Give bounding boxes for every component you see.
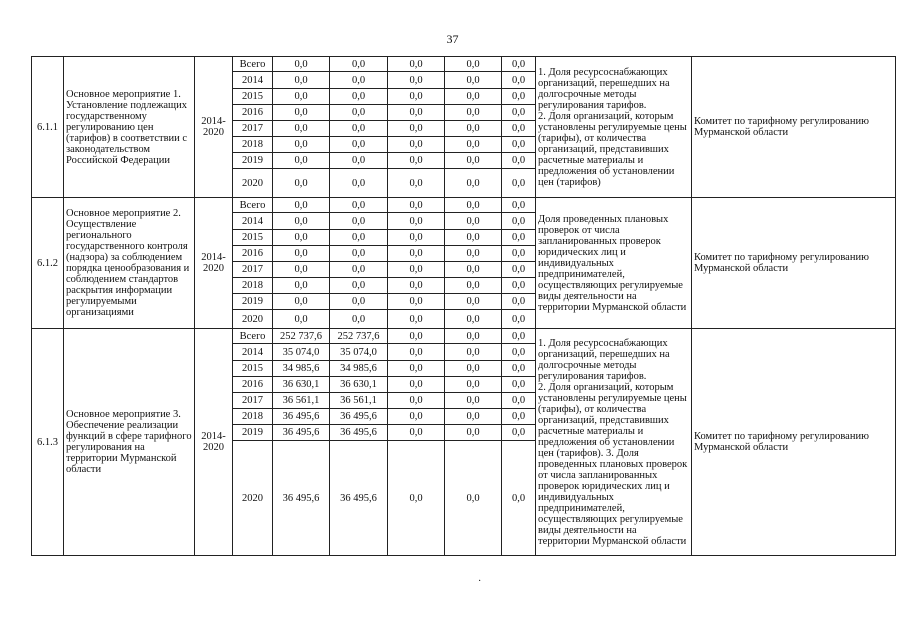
value-cell: 0,0 xyxy=(330,89,388,105)
value-cell: 0,0 xyxy=(273,198,330,213)
value-cell: 0,0 xyxy=(445,409,502,425)
value-cell: 0,0 xyxy=(388,361,445,377)
value-cell: 36 630,1 xyxy=(273,377,330,393)
value-cell: 0,0 xyxy=(330,198,388,213)
measure-id: 6.1.2 xyxy=(32,198,64,329)
value-cell: 0,0 xyxy=(445,393,502,409)
measure-name: Основное мероприятие 2. Осуществление регионального государственного контроля (надзора) за соблюдением порядка ценообразования и соблюдением стандартов раскрытия информации регулируемыми организациями xyxy=(64,198,195,329)
value-cell: 0,0 xyxy=(445,361,502,377)
year-cell: 2017 xyxy=(233,121,273,137)
scan-mark: · xyxy=(478,576,482,587)
value-cell: 0,0 xyxy=(388,72,445,89)
value-cell: 0,0 xyxy=(273,169,330,198)
value-cell: 0,0 xyxy=(388,441,445,556)
value-cell: 0,0 xyxy=(502,169,536,198)
value-cell: 0,0 xyxy=(273,310,330,329)
value-cell: 0,0 xyxy=(330,230,388,246)
year-cell: 2016 xyxy=(233,105,273,121)
value-cell: 0,0 xyxy=(330,278,388,294)
value-cell: 0,0 xyxy=(330,72,388,89)
measure-name: Основное мероприятие 1. Установление подлежащих государственному регулированию цен (тарифов) в соответствии с законодательством Российской Федерации xyxy=(64,57,195,198)
value-cell: 36 561,1 xyxy=(330,393,388,409)
value-cell: 0,0 xyxy=(445,153,502,169)
value-cell: 0,0 xyxy=(330,294,388,310)
year-cell: Всего xyxy=(233,198,273,213)
value-cell: 0,0 xyxy=(445,294,502,310)
value-cell: 0,0 xyxy=(388,198,445,213)
value-cell: 0,0 xyxy=(502,377,536,393)
value-cell: 36 495,6 xyxy=(273,441,330,556)
value-cell: 0,0 xyxy=(502,329,536,344)
value-cell: 0,0 xyxy=(273,89,330,105)
value-cell: 0,0 xyxy=(502,230,536,246)
year-cell: 2014 xyxy=(233,72,273,89)
value-cell: 0,0 xyxy=(502,294,536,310)
indicators-cell: 1. Доля ресурсоснабжающих организаций, перешедших на долгосрочные методы регулирования тарифов. 2. Доля организаций, которым установлены регулируемые цены (тарифы), от количества организаций, представивших расчетные материалы и предложения об установлении цен (тарифов). 3. Доля проведенных плановых проверок от числа запланированных проверок юридических лиц и индивидуальных предпринимателей, осуществляющих регулируемые виды деятельности на территории Мурманской области xyxy=(536,329,692,556)
value-cell: 0,0 xyxy=(445,213,502,230)
year-cell: 2020 xyxy=(233,169,273,198)
value-cell: 0,0 xyxy=(445,121,502,137)
value-cell: 0,0 xyxy=(330,121,388,137)
value-cell: 0,0 xyxy=(502,57,536,72)
year-cell: 2018 xyxy=(233,409,273,425)
year-cell: Всего xyxy=(233,329,273,344)
year-cell: 2014 xyxy=(233,213,273,230)
value-cell: 0,0 xyxy=(502,105,536,121)
year-cell: 2018 xyxy=(233,137,273,153)
value-cell: 0,0 xyxy=(502,89,536,105)
measure-id: 6.1.1 xyxy=(32,57,64,198)
value-cell: 36 495,6 xyxy=(273,409,330,425)
measure-name: Основное мероприятие 3. Обеспечение реализации функций в сфере тарифного регулирования на территории Мурманской области xyxy=(64,329,195,556)
value-cell: 34 985,6 xyxy=(273,361,330,377)
value-cell: 0,0 xyxy=(273,294,330,310)
value-cell: 0,0 xyxy=(388,393,445,409)
value-cell: 0,0 xyxy=(388,246,445,262)
value-cell: 0,0 xyxy=(445,262,502,278)
value-cell: 0,0 xyxy=(273,137,330,153)
measure-period: 2014- 2020 xyxy=(195,329,233,556)
value-cell: 0,0 xyxy=(388,57,445,72)
executor-cell: Комитет по тарифному регулированию Мурманской области xyxy=(692,57,896,198)
value-cell: 252 737,6 xyxy=(330,329,388,344)
table-row xyxy=(32,329,896,344)
value-cell: 0,0 xyxy=(273,262,330,278)
indicators-cell: 1. Доля ресурсоснабжающих организаций, перешедших на долгосрочные методы регулирования тарифов. 2. Доля организаций, которым установлены регулируемые цены (тарифы), от количества организаций, представивших расчетные материалы и предложения об установлении цен (тарифов) xyxy=(536,57,692,198)
value-cell: 0,0 xyxy=(388,153,445,169)
value-cell: 0,0 xyxy=(445,344,502,361)
value-cell: 0,0 xyxy=(445,72,502,89)
year-cell: 2020 xyxy=(233,441,273,556)
year-cell: 2019 xyxy=(233,294,273,310)
value-cell: 0,0 xyxy=(502,344,536,361)
value-cell: 0,0 xyxy=(273,213,330,230)
value-cell: 0,0 xyxy=(502,409,536,425)
value-cell: 0,0 xyxy=(445,89,502,105)
value-cell: 0,0 xyxy=(445,57,502,72)
year-cell: 2015 xyxy=(233,89,273,105)
year-cell: 2015 xyxy=(233,230,273,246)
measure-id: 6.1.3 xyxy=(32,329,64,556)
value-cell: 0,0 xyxy=(273,246,330,262)
value-cell: 0,0 xyxy=(445,310,502,329)
value-cell: 0,0 xyxy=(388,230,445,246)
value-cell: 0,0 xyxy=(502,153,536,169)
measure-period: 2014- 2020 xyxy=(195,198,233,329)
value-cell: 0,0 xyxy=(273,105,330,121)
value-cell: 0,0 xyxy=(445,137,502,153)
year-cell: 2016 xyxy=(233,377,273,393)
value-cell: 0,0 xyxy=(502,441,536,556)
value-cell: 0,0 xyxy=(388,169,445,198)
value-cell: 34 985,6 xyxy=(330,361,388,377)
value-cell: 0,0 xyxy=(388,329,445,344)
value-cell: 0,0 xyxy=(445,230,502,246)
value-cell: 0,0 xyxy=(502,246,536,262)
year-cell: 2018 xyxy=(233,278,273,294)
value-cell: 0,0 xyxy=(502,361,536,377)
value-cell: 0,0 xyxy=(445,425,502,441)
value-cell: 0,0 xyxy=(330,137,388,153)
page-number: 37 xyxy=(446,32,459,46)
value-cell: 0,0 xyxy=(445,246,502,262)
year-cell: 2019 xyxy=(233,425,273,441)
value-cell: 0,0 xyxy=(388,105,445,121)
value-cell: 0,0 xyxy=(273,121,330,137)
value-cell: 0,0 xyxy=(388,278,445,294)
year-cell: 2017 xyxy=(233,262,273,278)
measure-period: 2014- 2020 xyxy=(195,57,233,198)
value-cell: 35 074,0 xyxy=(273,344,330,361)
value-cell: 36 495,6 xyxy=(273,425,330,441)
value-cell: 36 495,6 xyxy=(330,441,388,556)
value-cell: 0,0 xyxy=(502,425,536,441)
value-cell: 0,0 xyxy=(388,262,445,278)
value-cell: 36 495,6 xyxy=(330,409,388,425)
value-cell: 0,0 xyxy=(330,153,388,169)
value-cell: 0,0 xyxy=(502,72,536,89)
value-cell: 0,0 xyxy=(388,121,445,137)
value-cell: 0,0 xyxy=(273,72,330,89)
value-cell: 0,0 xyxy=(502,121,536,137)
value-cell: 0,0 xyxy=(388,294,445,310)
value-cell: 0,0 xyxy=(273,57,330,72)
value-cell: 0,0 xyxy=(445,377,502,393)
value-cell: 0,0 xyxy=(330,213,388,230)
value-cell: 0,0 xyxy=(388,310,445,329)
year-cell: 2015 xyxy=(233,361,273,377)
value-cell: 0,0 xyxy=(273,230,330,246)
value-cell: 0,0 xyxy=(388,213,445,230)
table-row xyxy=(32,198,896,213)
value-cell: 0,0 xyxy=(445,329,502,344)
value-cell: 0,0 xyxy=(330,105,388,121)
program-table xyxy=(31,56,896,556)
value-cell: 0,0 xyxy=(388,137,445,153)
year-cell: 2019 xyxy=(233,153,273,169)
value-cell: 0,0 xyxy=(502,198,536,213)
value-cell: 35 074,0 xyxy=(330,344,388,361)
value-cell: 0,0 xyxy=(330,310,388,329)
value-cell: 0,0 xyxy=(502,310,536,329)
year-cell: 2020 xyxy=(233,310,273,329)
value-cell: 0,0 xyxy=(388,344,445,361)
value-cell: 36 561,1 xyxy=(273,393,330,409)
value-cell: 36 630,1 xyxy=(330,377,388,393)
year-cell: 2017 xyxy=(233,393,273,409)
value-cell: 0,0 xyxy=(330,169,388,198)
value-cell: 0,0 xyxy=(445,105,502,121)
value-cell: 0,0 xyxy=(502,393,536,409)
value-cell: 0,0 xyxy=(502,262,536,278)
year-cell: 2014 xyxy=(233,344,273,361)
value-cell: 0,0 xyxy=(273,278,330,294)
value-cell: 0,0 xyxy=(388,377,445,393)
executor-cell: Комитет по тарифному регулированию Мурманской области xyxy=(692,198,896,329)
value-cell: 0,0 xyxy=(445,441,502,556)
value-cell: 0,0 xyxy=(388,89,445,105)
value-cell: 0,0 xyxy=(388,409,445,425)
value-cell: 0,0 xyxy=(445,198,502,213)
table-row xyxy=(32,57,896,72)
value-cell: 0,0 xyxy=(445,278,502,294)
value-cell: 0,0 xyxy=(502,213,536,230)
value-cell: 0,0 xyxy=(330,262,388,278)
value-cell: 0,0 xyxy=(445,169,502,198)
value-cell: 0,0 xyxy=(502,278,536,294)
value-cell: 0,0 xyxy=(502,137,536,153)
value-cell: 0,0 xyxy=(330,57,388,72)
executor-cell: Комитет по тарифному регулированию Мурманской области xyxy=(692,329,896,556)
value-cell: 0,0 xyxy=(388,425,445,441)
year-cell: Всего xyxy=(233,57,273,72)
value-cell: 252 737,6 xyxy=(273,329,330,344)
value-cell: 0,0 xyxy=(273,153,330,169)
value-cell: 36 495,6 xyxy=(330,425,388,441)
year-cell: 2016 xyxy=(233,246,273,262)
value-cell: 0,0 xyxy=(330,246,388,262)
indicators-cell: Доля проведенных плановых проверок от числа запланированных проверок юридических лиц и индивидуальных предпринимателей, осуществляющих регулируемые виды деятельности на территории Мурманской области xyxy=(536,198,692,329)
